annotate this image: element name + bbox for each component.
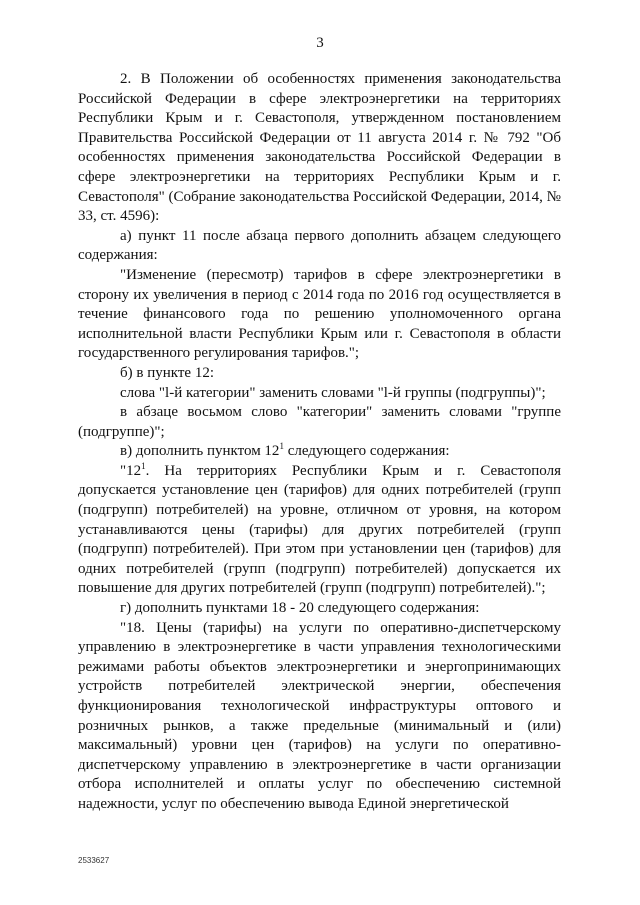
paragraph-text-start: в) дополнить пунктом 12 — [120, 443, 280, 460]
paragraph-point-18: "18. Цены (тарифы) на услуги по оперативно-диспетчерскому управлению в электроэнергетике в части управления технологическими режимами работы объектов электроэнергетики и энергопринимающих устройств потребителей электрической энергии, обеспечения функционирования технологической инфраструктуры оптового и розничных рынков, а также предельные (минимальный и (или) максимальный) уровни цен (тарифов) на услуги по оперативно-диспетчерскому управлению в электроэнергетике в части организации отбора исполнителей и оплаты услуг по обеспечению системной надежности, услуг по обеспечению вывода Единой энергетической — [78, 619, 561, 812]
paragraph-subitem-b: б) в пункте 12: — [120, 364, 214, 381]
paragraph-item-2: 2. В Положении об особенностях применения законодательства Российской Федерации в сфере электроэнергетики на территориях Республики Крым и г. Севастополя, утвержденном постановлением Правительства Российской Федерации от 11 августа 2014 г. № 792 "Об особенностях применения законодательства Российской Федерации в сфере электроэнергетики на территориях Республики Крым и г. Севастополя" (Собрание законодательства Российской Федерации, 2014, № 33, ст. 4596): — [78, 71, 561, 225]
paragraph-subitem-v — [78, 442, 561, 462]
paragraph-point-12-1 — [78, 462, 561, 599]
paragraph-subitem-a: а) пункт 11 после абзаца первого дополнить абзацем следующего содержания: — [78, 227, 561, 264]
paragraph-quote-tariff-change: "Изменение (пересмотр) тарифов в сфере электроэнергетики в сторону их увеличения в период с 2014 года по 2016 год осуществляется в течение финансового года по решению уполномоченного органа исполнительной власти Республики Крым или г. Севастополя в области государственного регулирования тарифов."; — [78, 266, 561, 362]
paragraph-text-end: . На территориях Республики Крым и г. Севастополя допускается установление цен (тарифов) для одних потребителей (групп (подгрупп) потребителей) на уровне, отличном от уровня, на котором устанавливаются цены (тарифы) для других потребителей (групп (подгрупп) потребителей). При этом при установлении цен (тарифов) для одних потребителей (групп (подгрупп) потребителей) допускается их повышение для других потребителей (групп (подгрупп) потребителей)."; — [78, 462, 561, 597]
paragraph-text-end: следующего содержания: — [283, 443, 450, 460]
superscript: 1 — [279, 441, 284, 452]
paragraph-text-start: "12 — [120, 462, 142, 479]
paragraph-replace-words: слова "l-й категории" заменить словами "l-й группы (подгруппы)"; — [120, 384, 546, 401]
paragraph-replace-category: в абзаце восьмом слово "категории" заменить словами "группе (подгруппе)"; — [78, 404, 561, 440]
document-body — [78, 70, 561, 815]
document-code: 2533627 — [78, 856, 110, 865]
page-number: 3 — [316, 35, 324, 51]
superscript: 1 — [141, 460, 146, 471]
paragraph-subitem-g: г) дополнить пунктами 18 - 20 следующего содержания: — [120, 600, 480, 617]
